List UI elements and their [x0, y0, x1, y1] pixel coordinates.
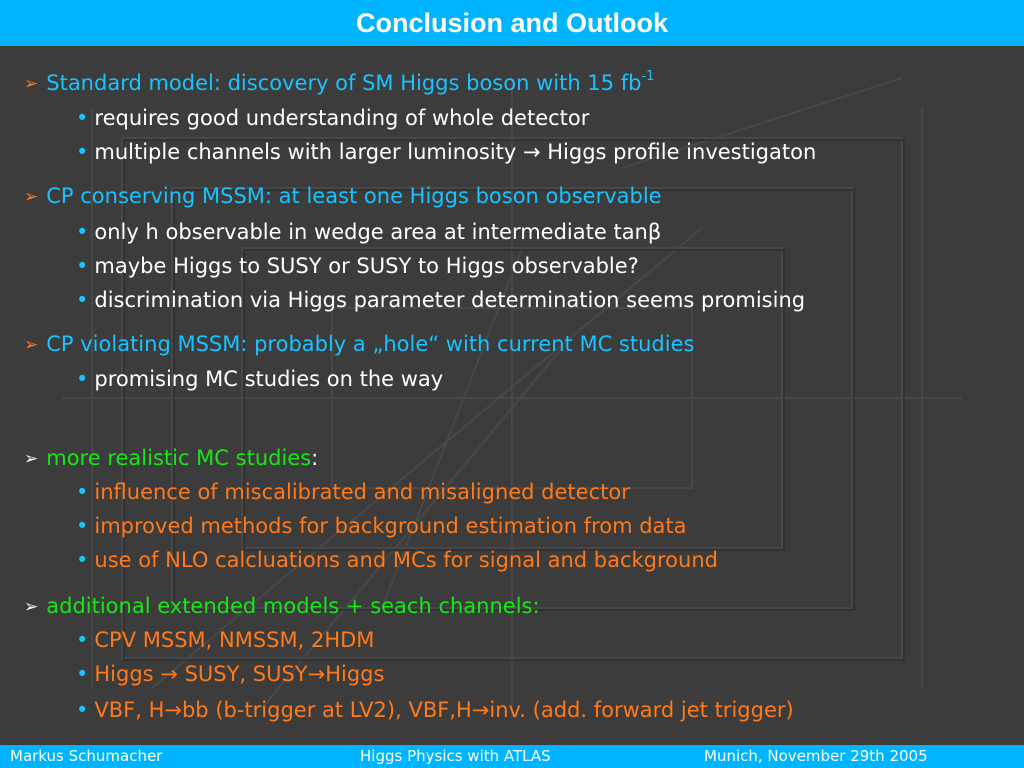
arrowhead-bullet-icon: ➢	[24, 597, 39, 617]
dot-bullet-icon: •	[76, 662, 89, 686]
slide-body	[2, 48, 1022, 744]
slide-title: Conclusion and Outlook	[356, 7, 668, 38]
footer-place-date: Munich, November 29th 2005	[704, 747, 928, 765]
footer-talk-title: Higgs Physics with ATLAS	[360, 747, 551, 765]
list-item-mssm-heading: ➢ CP conserving MSSM: at least one Higgs boson observable	[24, 184, 662, 208]
bullet-list	[2, 48, 1022, 744]
list-item-mc-heading: ➢ more realistic MC studies:	[24, 446, 319, 470]
dot-bullet-icon: •	[76, 106, 89, 130]
arrowhead-bullet-icon: ➢	[24, 74, 39, 94]
list-item-models-cpv: • CPV MSSM, NMSSM, 2HDM	[76, 628, 375, 652]
dot-bullet-icon: •	[76, 548, 89, 572]
list-item-mssm-discrim: • discrimination via Higgs parameter determination seems promising	[76, 288, 806, 312]
dot-bullet-icon: •	[76, 288, 89, 312]
arrowhead-bullet-icon: ➢	[24, 449, 39, 469]
list-item-mc-miscal: • influence of miscalibrated and misaligned detector	[76, 480, 630, 504]
list-item-models-vbf: • VBF, H→bb (b-trigger at LV2), VBF,H→inv. (add. forward jet trigger)	[76, 698, 794, 722]
list-item-sm-channels: • multiple channels with larger luminosity → Higgs profile investigaton	[76, 140, 817, 164]
dot-bullet-icon: •	[76, 220, 89, 244]
list-item-cpv-heading: ➢ CP violating MSSM: probably a „hole“ with current MC studies	[24, 332, 695, 356]
footer-author: Markus Schumacher	[10, 747, 163, 765]
dot-bullet-icon: •	[76, 367, 89, 391]
list-item-sm-detector: • requires good understanding of whole detector	[76, 106, 590, 130]
dot-bullet-icon: •	[76, 254, 89, 278]
list-item-models-heading: ➢ additional extended models + seach channels:	[24, 594, 540, 618]
dot-bullet-icon: •	[76, 480, 89, 504]
list-item-sm-heading: ➢ Standard model: discovery of SM Higgs boson with 15 $fb^{-1}$	[24, 69, 655, 95]
list-item-cpv-mc: • promising MC studies on the way	[76, 367, 444, 391]
arrowhead-bullet-icon: ➢	[24, 335, 39, 355]
slide-title-bar	[0, 0, 1024, 46]
dot-bullet-icon: •	[76, 698, 89, 722]
list-item-mc-bkg: • improved methods for background estimation from data	[76, 514, 687, 538]
list-item-mssm-susy: • maybe Higgs to SUSY or SUSY to Higgs observable?	[76, 254, 639, 278]
arrowhead-bullet-icon: ➢	[24, 187, 39, 207]
dot-bullet-icon: •	[76, 140, 89, 164]
dot-bullet-icon: •	[76, 628, 89, 652]
slide-footer	[0, 745, 1024, 768]
list-item-models-susy: • Higgs → SUSY, SUSY→Higgs	[76, 662, 385, 686]
dot-bullet-icon: •	[76, 514, 89, 538]
list-item-mssm-h: • only h observable in wedge area at intermediate tanβ	[76, 220, 662, 244]
list-item-mc-nlo: • use of NLO calcluations and MCs for signal and background	[76, 548, 718, 572]
